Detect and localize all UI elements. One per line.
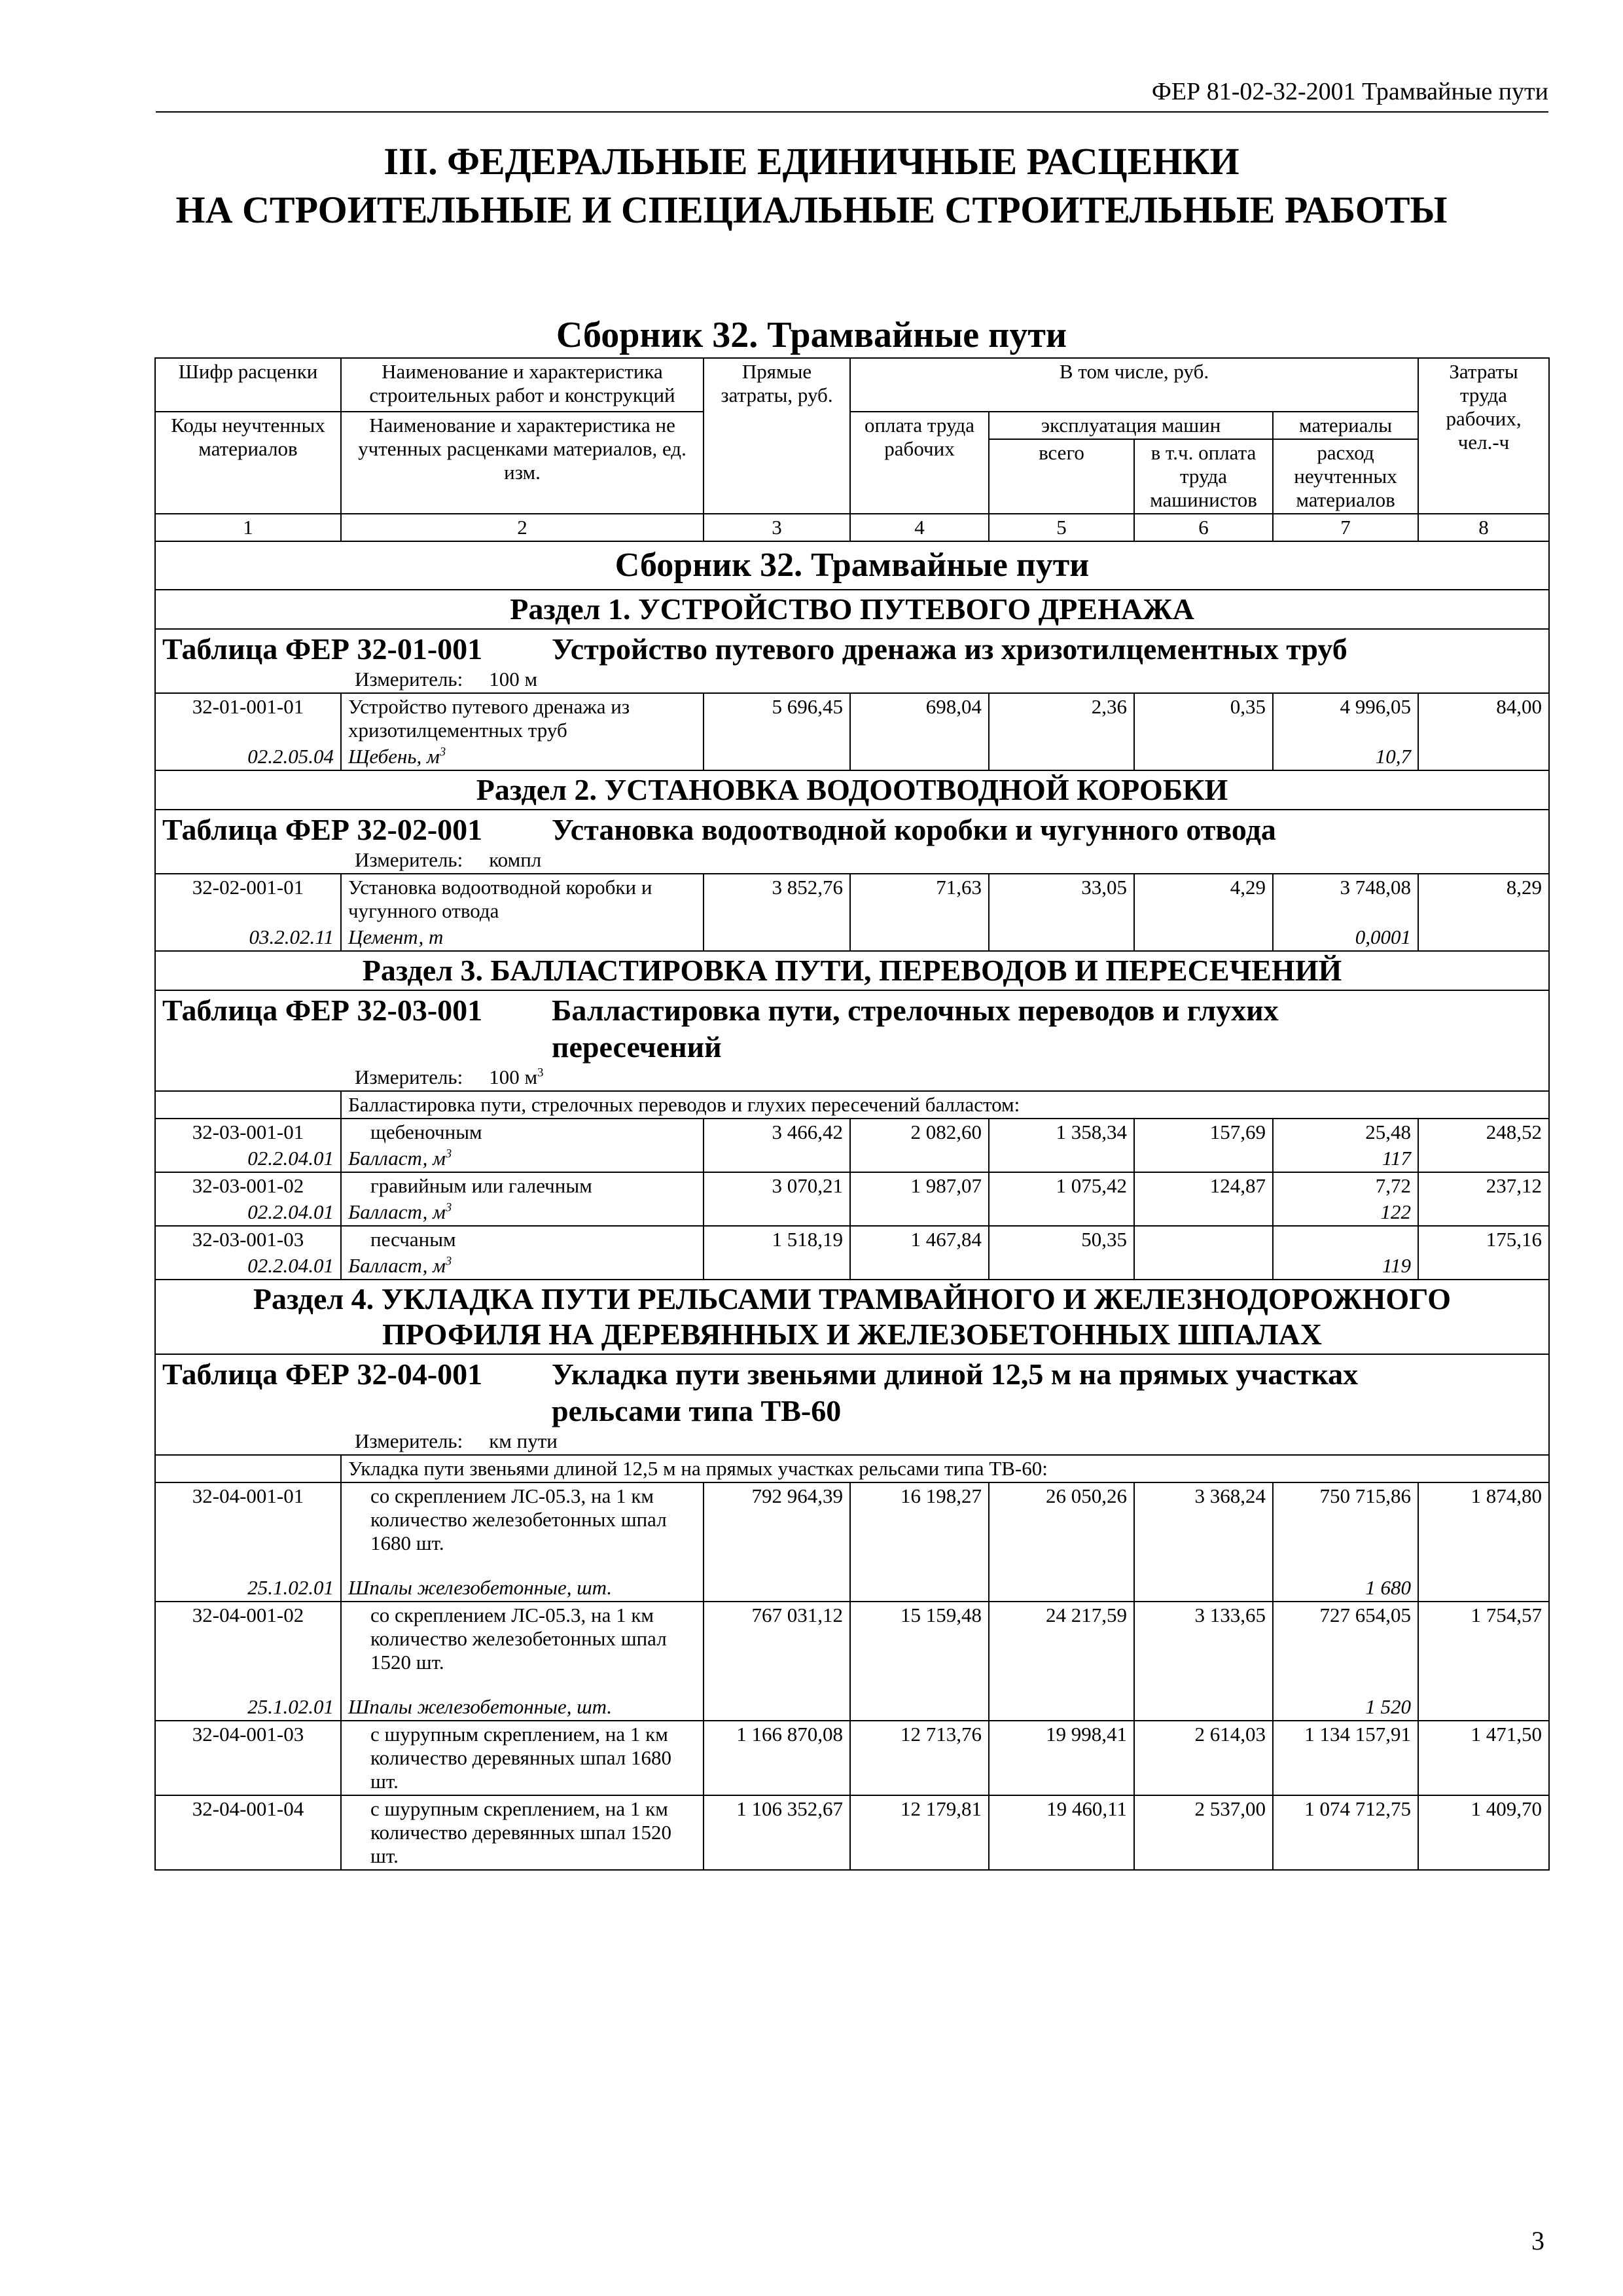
machines-labor: [1134, 1226, 1273, 1280]
title-line-2: НА СТРОИТЕЛЬНЫЕ И СПЕЦИАЛЬНЫЕ СТРОИТЕЛЬНЫЕ РАБОТЫ: [175, 188, 1448, 231]
material-code: 25.1.02.01: [155, 1575, 341, 1602]
group-label: Балластировка пути, стрелочных переводов и глухих пересечений балластом:: [341, 1091, 1549, 1119]
material-name: Балласт, $м^3$: [341, 1253, 704, 1280]
materials-cost: 750 715,86: [1273, 1482, 1418, 1575]
col-number: 7: [1273, 514, 1418, 541]
materials-cost: 7,72: [1273, 1172, 1418, 1199]
col-number: 2: [341, 514, 704, 541]
table-code: Таблица ФЕР 32-01-001: [162, 632, 483, 666]
meter-line: [162, 1429, 1542, 1453]
rate-name: щебеночным: [341, 1119, 704, 1145]
meter-label: Измеритель:: [355, 668, 463, 691]
labor-hours: 248,52: [1418, 1119, 1549, 1172]
rate-code: 32-03-001-01: [155, 1119, 341, 1145]
direct-cost: 1 106 352,67: [704, 1795, 850, 1870]
table-heading: [155, 810, 1549, 874]
table-code: Таблица ФЕР 32-02-001: [162, 813, 483, 846]
table-name: Укладка пути звеньями длиной 12,5 м на прямых участках рельсами типа ТВ-60: [552, 1357, 1359, 1427]
labor-pay: 12 179,81: [850, 1795, 989, 1870]
header-direct: Прямые затраты, руб.: [704, 358, 850, 514]
table-row: [155, 1119, 1549, 1145]
direct-cost: 767 031,12: [704, 1602, 850, 1721]
table-row: [155, 1482, 1549, 1575]
material-name: Шпалы железобетонные, шт.: [341, 1694, 704, 1721]
meter-label: Измеритель:: [355, 1429, 463, 1452]
materials-cost: 1 134 157,91: [1273, 1721, 1418, 1795]
machines-labor: 124,87: [1134, 1172, 1273, 1226]
col-number: 1: [155, 514, 341, 541]
table-row: [155, 1226, 1549, 1253]
header-labor-cost: Затраты труда рабочих, чел.-ч: [1418, 358, 1549, 514]
header-labor-pay: оплата труда рабочих: [850, 412, 989, 514]
table-name: Устройство путевого дренажа из хризотилцементных труб: [552, 632, 1347, 666]
machines-total: 1 075,42: [989, 1172, 1134, 1226]
rate-name: с шурупным скреплением, на 1 км количество деревянных шпал 1520 шт.: [341, 1795, 704, 1870]
section-title: Раздел 2. УСТАНОВКА ВОДООТВОДНОЙ КОРОБКИ: [155, 770, 1549, 810]
rate-code: 32-02-001-01: [155, 874, 341, 924]
labor-hours: 1 471,50: [1418, 1721, 1549, 1795]
machines-labor: 2 614,03: [1134, 1721, 1273, 1795]
material-qty: 119: [1273, 1253, 1418, 1280]
table-row: [155, 874, 1549, 924]
header-materials: материалы: [1273, 412, 1418, 439]
rate-code: 32-01-001-01: [155, 693, 341, 744]
col-number: 3: [704, 514, 850, 541]
table-name: Установка водоотводной коробки и чугунного отвода: [552, 813, 1276, 846]
material-code: 25.1.02.01: [155, 1694, 341, 1721]
material-code: 02.2.04.01: [155, 1145, 341, 1172]
material-name: Шпалы железобетонные, шт.: [341, 1575, 704, 1602]
materials-cost: [1273, 1226, 1418, 1253]
materials-cost: 25,48: [1273, 1119, 1418, 1145]
machines-labor: 4,29: [1134, 874, 1273, 951]
machines-labor: 157,69: [1134, 1119, 1273, 1172]
material-qty: 122: [1273, 1199, 1418, 1226]
table-code: Таблица ФЕР 32-03-001: [162, 994, 483, 1027]
col-number: 4: [850, 514, 989, 541]
rate-name: со скреплением ЛС-05.3, на 1 км количество железобетонных шпал 1680 шт.: [341, 1482, 704, 1575]
materials-cost: 4 996,05: [1273, 693, 1418, 744]
direct-cost: 792 964,39: [704, 1482, 850, 1602]
rate-code: 32-04-001-02: [155, 1602, 341, 1694]
direct-cost: 1 518,19: [704, 1226, 850, 1280]
section-title: Раздел 4. УКЛАДКА ПУТИ РЕЛЬСАМИ ТРАМВАЙНОГО И ЖЕЛЕЗНОДОРОЖНОГО ПРОФИЛЯ НА ДЕРЕВЯННЫХ И ЖЕЛЕЗОБЕТОННЫХ ШПАЛАХ: [155, 1280, 1549, 1354]
labor-pay: 2 082,60: [850, 1119, 989, 1172]
labor-hours: 1 409,70: [1418, 1795, 1549, 1870]
machines-total: 26 050,26: [989, 1482, 1134, 1602]
rate-name: Установка водоотводной коробки и чугунного отвода: [341, 874, 704, 924]
labor-pay: 698,04: [850, 693, 989, 770]
table-row: [155, 1602, 1549, 1694]
table-code: Таблица ФЕР 32-04-001: [162, 1357, 483, 1391]
machines-labor: 0,35: [1134, 693, 1273, 770]
direct-cost: 3 852,76: [704, 874, 850, 951]
group-label: Укладка пути звеньями длиной 12,5 м на прямых участках рельсами типа ТВ-60:: [341, 1455, 1549, 1482]
running-header: ФЕР 81-02-32-2001 Трамвайные пути: [156, 77, 1548, 113]
header-materials-unaccounted: расход неучтенных материалов: [1273, 439, 1418, 514]
meter-value: 100 $м^3$: [489, 1066, 544, 1088]
materials-cost: 3 748,08: [1273, 874, 1418, 924]
labor-hours: 1 754,57: [1418, 1602, 1549, 1721]
meter-value: км пути: [489, 1429, 558, 1452]
labor-pay: 71,63: [850, 874, 989, 951]
labor-hours: 8,29: [1418, 874, 1549, 951]
machines-total: 33,05: [989, 874, 1134, 951]
labor-pay: 16 198,27: [850, 1482, 989, 1602]
col-number: 8: [1418, 514, 1549, 541]
material-code: 03.2.02.11: [155, 924, 341, 951]
rate-name: Устройство путевого дренажа из хризотилцементных труб: [341, 693, 704, 744]
material-name: Щебень, $м^3$: [341, 744, 704, 770]
machines-labor: 3 368,24: [1134, 1482, 1273, 1602]
materials-cost: 727 654,05: [1273, 1602, 1418, 1694]
material-qty: 117: [1273, 1145, 1418, 1172]
rate-name: со скреплением ЛС-05.3, на 1 км количество железобетонных шпал 1520 шт.: [341, 1602, 704, 1694]
rate-code: 32-04-001-04: [155, 1795, 341, 1870]
table-row: [155, 1795, 1549, 1870]
machines-total: 19 998,41: [989, 1721, 1134, 1795]
machines-total: 50,35: [989, 1226, 1134, 1280]
rate-code: 32-04-001-03: [155, 1721, 341, 1795]
direct-cost: 3 070,21: [704, 1172, 850, 1226]
meter-line: [162, 668, 1542, 691]
rate-code: 32-04-001-01: [155, 1482, 341, 1575]
header-machines-labor: в т.ч. оплата труда машинистов: [1134, 439, 1273, 514]
table-heading: [155, 629, 1549, 693]
material-name: Балласт, $м^3$: [341, 1145, 704, 1172]
document-title: [0, 137, 1623, 234]
col-number: 5: [989, 514, 1134, 541]
header-machines-total: всего: [989, 439, 1134, 514]
labor-hours: 175,16: [1418, 1226, 1549, 1280]
header-code: Шифр расценки: [155, 358, 341, 412]
page-number: 3: [1531, 2226, 1544, 2255]
title-line-1: III. ФЕДЕРАЛЬНЫЕ ЕДИНИЧНЫЕ РАСЦЕНКИ: [383, 140, 1240, 183]
rate-code: 32-03-001-03: [155, 1226, 341, 1253]
rate-name: с шурупным скреплением, на 1 км количество деревянных шпал 1680 шт.: [341, 1721, 704, 1795]
machines-labor: 3 133,65: [1134, 1602, 1273, 1721]
table-name: Балластировка пути, стрелочных переводов и глухих пересечений: [552, 994, 1279, 1064]
collection-title: Сборник 32. Трамвайные пути: [556, 315, 1067, 355]
direct-cost: 5 696,45: [704, 693, 850, 770]
rate-name: гравийным или галечным: [341, 1172, 704, 1199]
direct-cost: 1 166 870,08: [704, 1721, 850, 1795]
collection-heading: Сборник 32. Трамвайные пути: [155, 541, 1549, 590]
material-name: Цемент, т: [341, 924, 704, 951]
materials-cost: 1 074 712,75: [1273, 1795, 1418, 1870]
meter-value: 100 м: [489, 668, 538, 691]
machines-labor: 2 537,00: [1134, 1795, 1273, 1870]
header-including: В том числе, руб.: [850, 358, 1418, 412]
table-heading: [155, 990, 1549, 1091]
material-qty: 10,7: [1273, 744, 1418, 770]
labor-hours: 84,00: [1418, 693, 1549, 770]
material-qty: 1 520: [1273, 1694, 1418, 1721]
labor-hours: 1 874,80: [1418, 1482, 1549, 1602]
table-heading: [155, 1354, 1549, 1455]
material-qty: 0,0001: [1273, 924, 1418, 951]
meter-line: [162, 1066, 1542, 1089]
section-title: Раздел 3. БАЛЛАСТИРОВКА ПУТИ, ПЕРЕВОДОВ И ПЕРЕСЕЧЕНИЙ: [155, 951, 1549, 990]
section-title: Раздел 1. УСТРОЙСТВО ПУТЕВОГО ДРЕНАЖА: [155, 590, 1549, 629]
machines-total: 2,36: [989, 693, 1134, 770]
direct-cost: 3 466,42: [704, 1119, 850, 1172]
header-mat-name: Наименование и характеристика не учтенных расценками материалов, ед. изм.: [341, 412, 704, 514]
header-mat-codes: Коды неучтенных материалов: [155, 412, 341, 514]
table-row: [155, 1172, 1549, 1199]
meter-line: [162, 848, 1542, 872]
meter-label: Измеритель:: [355, 848, 463, 871]
labor-pay: 1 987,07: [850, 1172, 989, 1226]
rates-table: [154, 357, 1550, 1871]
material-code: 02.2.05.04: [155, 744, 341, 770]
material-name: Балласт, $м^3$: [341, 1199, 704, 1226]
rate-code: 32-03-001-02: [155, 1172, 341, 1199]
material-qty: 1 680: [1273, 1575, 1418, 1602]
meter-label: Измеритель:: [355, 1066, 463, 1088]
header-name: Наименование и характеристика строительных работ и конструкций: [341, 358, 704, 412]
material-code: 02.2.04.01: [155, 1253, 341, 1280]
col-number: 6: [1134, 514, 1273, 541]
rate-name: песчаным: [341, 1226, 704, 1253]
labor-pay: 15 159,48: [850, 1602, 989, 1721]
labor-hours: 237,12: [1418, 1172, 1549, 1226]
machines-total: 24 217,59: [989, 1602, 1134, 1721]
labor-pay: 12 713,76: [850, 1721, 989, 1795]
table-row: [155, 1721, 1549, 1795]
machines-total: 1 358,34: [989, 1119, 1134, 1172]
labor-pay: 1 467,84: [850, 1226, 989, 1280]
table-row: [155, 693, 1549, 744]
material-code: 02.2.04.01: [155, 1199, 341, 1226]
machines-total: 19 460,11: [989, 1795, 1134, 1870]
meter-value: компл: [489, 848, 542, 871]
header-machines: эксплуатация машин: [989, 412, 1273, 439]
